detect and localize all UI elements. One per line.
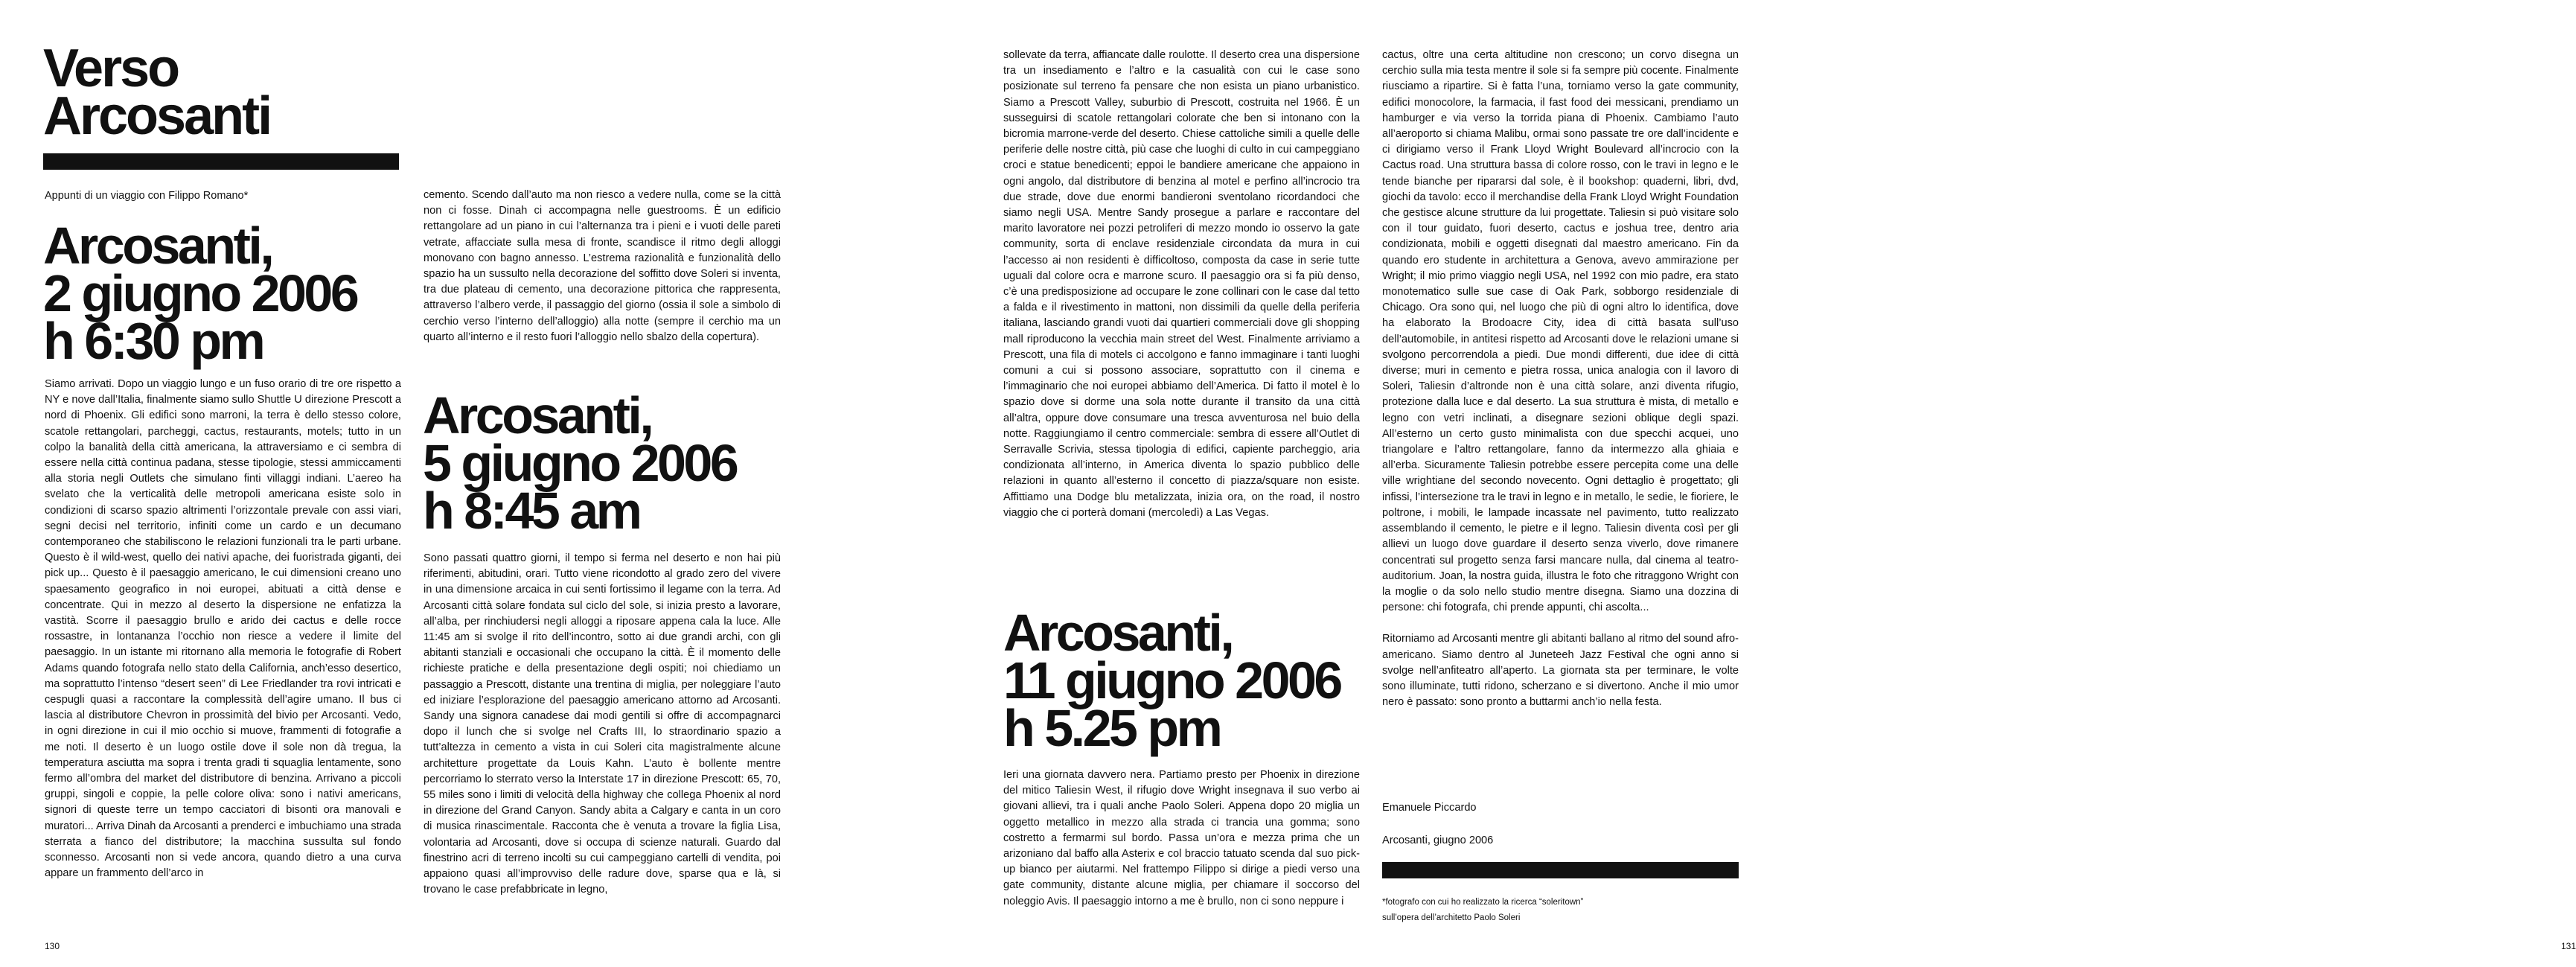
main-title-line-1: Verso <box>43 39 179 98</box>
dateline-date: 11 giugno 2006 <box>1003 651 1340 709</box>
footnote-line-1: *fotografo con cui ho realizzato la ricerca “soleritown” <box>1382 898 1584 907</box>
left-page <box>0 0 879 967</box>
place-date: Arcosanti, giugno 2006 <box>1382 834 1494 846</box>
footnote <box>1382 895 1583 926</box>
paragraph-5-june: Sono passati quattro giorni, il tempo si ferma nel deserto e non hai più riferimenti, abitudini, orari. Tutto viene ricondotto al grado zero del vivere in una dimensione arcaica in cui senti fortissimo il legame con la terra. Ad Arcosanti città solare fondata sul ciclo del sole, si inizia presto a lavorare, all’alba, per rinchiudersi negli alloggi a riposare appena cala la luce. Alle 11:45 am si svolge il rito dell’incontro, sotto ai due grandi archi, con gli abitanti stanziali e occasionali che occupano la città. È il momento delle richieste pratiche e della presentazione degli ospiti; noi chiediamo un passaggio a Prescott, distante una trentina di miglia, per noleggiare l’auto ed iniziare l’esplorazione del paesaggio americano attorno ad Arcosanti. Sandy una signora canadese dai modi gentili si offre di accompagnarci dopo il lunch che si svolge nel Crafts III, lo straordinario spazio a tutt’altezza in cemento a vista in cui Soleri cita magistralmente alcune architetture progettate da Louis Kahn. L’auto è bollente mentre percorriamo lo sterrato verso la Interstate 17 in direzione Prescott: 65, 70, 55 miles sono i limiti di velocità della highway che collega Phoenix al nord in direzione del Grand Canyon. Sandy abita a Calgary e canta in un coro di musica rinascimentale. Racconta che è venuta a trovare la figlia Lisa, volontaria ad Arcosanti, dove si occupa di scienze naturali. Guardo dal finestrino acri di terreno incolti su cui campeggiano cartelli di vendita, poi appaiono quasi all’improvviso delle radure dove, sparse qua e là, si trovano le case prefabbricate in legno, <box>424 552 781 896</box>
dateline-time: h 8:45 am <box>423 482 640 540</box>
main-title-line-2: Arcosanti <box>43 86 271 146</box>
dateline-5-june <box>423 386 802 540</box>
paragraph-11-june-final: Ritorniamo ad Arcosanti mentre gli abitanti ballano al ritmo del sound afro-americano. Siamo dentro al Juneteeh Jazz Festival che ogni anno si svolge nell’anfiteatro all’aperto. La giornata sta per terminare, le volte sono illuminate, tutti ridono, scherzano e si divertono. Anche il mio umor nero è passato: sono pronto a buttarmi anch’io nella festa. <box>1382 633 1739 709</box>
main-title <box>43 39 271 146</box>
dateline-time: h 5.25 pm <box>1003 699 1221 757</box>
page-number-left: 130 <box>45 941 60 951</box>
column-left-2-bottom <box>424 551 781 898</box>
column-right-1-top <box>1003 48 1360 521</box>
end-rule <box>1382 862 1739 878</box>
author-signature: Emanuele Piccardo <box>1382 802 1477 814</box>
column-right-1-bottom <box>1003 767 1360 910</box>
column-left-2-top <box>424 188 781 345</box>
dateline-time: h 6:30 pm <box>43 312 263 370</box>
dateline-place: Arcosanti, <box>43 217 272 275</box>
dateline-place: Arcosanti, <box>1003 604 1233 662</box>
dateline-2-june <box>43 217 415 370</box>
subtitle: Appunti di un viaggio con Filippo Romano* <box>45 190 249 202</box>
paragraph-11-june-continued: cactus, oltre una certa altitudine non crescono; un corvo disegna un cerchio sulla mia testa mentre il sole si fa sempre più cocente. Finalmente riusciamo a ripartire. Si è fatta l’una, torniamo verso la gate community, edifici monocolore, la farmacia, il fast food dei messicani, prendiamo un hamburger e via verso la torrida piana di Phoenix. Cambiamo l’auto all’aeroporto si chiama Malibu, ormai sono passate tre ore dall’incidente e ci dirigiamo verso il Frank Lloyd Wright Boulevard all’incrocio con la Cactus road. Una struttura bassa di colore rosso, con le travi in legno e le tende bianche per ripararsi dal sole, è il bookshop: quaderni, libri, dvd, giochi da tavolo: ecco il merchandise della Frank Lloyd Wright Foundation che gestisce alcune strutture da lui progettate. Taliesin si può visitare solo con il tour guidato, fuori deserto, cactus e joshua tree, dentro aria condizionata, mobili e oggetti disegnati dal maestro americano. Fin da quando ero studente in architettura a Genova, avevo ammirazione per Wright; il mio primo viaggio negli USA, nel 1992 con mio padre, era stato monotematico sulle sue case di Oak Park, sobborgo residenziale di Chicago. Ora sono qui, nel luogo che più di ogni altro lo identifica, dove ha elaborato la Brodoacre City, idea di città basata sull’uso dell’automobile, in antitesi rispetto ad Arcosanti dove le relazioni umane si svolgono percorrendola a piedi. Due mondi differenti, due idee di città diverse; muri in cemento e pietra rossa, unica analogia con il lavoro di Soleri, Taliesin d’altronde non è una città solare, anzi diventa rifugio, protezione dalla luce e dal deserto. La sua struttura è mista, di metallo e legno con vetri inclinati, a disegnare sezioni oblique degli spazi. All’esterno un certo gusto minimalista con due specchi acquei, uno triangolare e l’altro rettangolare, fanno da intermezzo alla ghiaia e all’erba. Sicuramente Taliesin potrebbe essere percepita come una delle ville wrightiane del secondo novecento. Ogni dettaglio è progettato; gli infissi, l’intersezione tra le travi in legno e in metallo, le sedie, le fioriere, le poltrone, i mobili, le lampade incassate nel pavimento, tutto realizzato assemblando il cemento, le pietre e il legno. Taliesin diventa così per gli allievi un luogo dove guardare il deserto senza viverlo, dove rimanere concentrati sul progetto senza farsi mancare nulla, dal cinema al teatro-auditorium. Joan, la nostra guida, illustra le foto che ritraggono Wright con la moglie o da solo nello studio mentre disegna. Siamo una dozzina di persone: chi fotografa, chi prende appunti, chi ascolta... <box>1382 49 1739 614</box>
title-rule <box>43 153 399 170</box>
dateline-place: Arcosanti, <box>423 386 652 444</box>
page-number-right: 131 <box>2561 941 2576 951</box>
column-right-2 <box>1382 48 1739 710</box>
dateline-11-june <box>1003 604 1375 757</box>
dateline-date: 5 giugno 2006 <box>423 434 737 492</box>
paragraph-2-june: Siamo arrivati. Dopo un viaggio lungo e un fuso orario di tre ore rispetto a NY e nove dall’Italia, finalmente siamo sullo Shuttle U direzione Prescott a nord di Phoenix. Gli edifici sono marroni, la terra è dello stesso colore, scatole rettangolari, parcheggi, cactus, restaurants, motels; tutto in un colpo la banalità della città americana, la attraversiamo e ci sembra di essere nella città continua padana, stesse tipologie, stessi ammiccamenti alla storia negli Outlets che simulano finti villaggi indiani. L’aereo ha svelato che la verticalità delle metropoli americana esiste solo in condizioni di scarso spazio altrimenti l’orizzontale prevale con assi viari, segni decisi nel territorio, infiniti come un cardo e un decumano contemporaneo che stabiliscono le relazioni funzionali tra le parti urbane. Questo è il wild-west, quello dei nativi apache, dei fuoristrada giganti, dei pick up... Questo è il paesaggio americano, le cui dimensioni creano uno spaesamento geografico in noi europei, abituati a città dense e concentrate. Qui in mezzo al deserto la dispersione ne enfatizza la vastità. Scorre il paesaggio brullo e arido dei cactus e delle rocce rossastre, in lontananza l’occhio non riesce a vedere il limite del paesaggio. In un istante mi ritornano alla memoria le fotografie di Robert Adams quando fotografa nello stato della California, anch’esso desertico, ma soprattutto l’intenso “desert seen” di Lee Friedlander tra rovi intricati e cespugli quasi a raccontare la complessità dell’agire umano. Il bus ci lascia al distributore Chevron in prossimità del bivio per Arcosanti. Vedo, in ogni direzione in cui il mio occhio si muove, frammenti di fotografie a me noti. Il deserto è un luogo ostile dove il sole non dà tregua, la temperatura asciutta ma sopra i trenta gradi ti squaglia lentamente, sono fermo all’ombra del market del distributore di benzina. Arrivano a piccoli gruppi, singoli e coppie, la pelle colore oliva: sono i nativi americans, signori di queste terre un tempo cacciatori di bisonti ora manovali e muratori... Arriva Dinah da Arcosanti a prenderci e imbuchiamo una strada sterrata a fianco del distributore; la macchina sussulta sul fondo sconnesso. Arcosanti non si vede ancora, quando dietro a una curva appare un frammento dell’arco in <box>45 378 401 880</box>
paragraph-2-june-continued: cemento. Scendo dall’auto ma non riesco a vedere nulla, come se la città non ci fosse. Dinah ci accompagna nelle guestrooms. È un edificio rettangolare ad un piano in cui l’alternanza tra i pieni e i vuoti delle pareti vetrate, affacciate sulla mesa di fronte, scandisce il ritmo degli alloggi monovano con bagno annesso. L’estrema razionalità e funzionalità dello spazio ha un sussulto nella decorazione del soffitto dove Soleri si inventa, tra due plateau di cemento, una decorazione pittorica che rappresenta, attraverso l’albero verde, il passaggio del giorno (ossia il sole a simbolo di cerchio verso l’interno dell’alloggio) alla notte (sempre il cerchio ma un quarto all’interno e il resto fuori l’alloggio nello sbalzo della copertura). <box>424 189 781 343</box>
dateline-date: 2 giugno 2006 <box>43 264 357 322</box>
column-left-1 <box>45 377 401 882</box>
footnote-line-2: sull’opera dell’architetto Paolo Soleri <box>1382 913 1521 922</box>
paragraph-11-june: Ieri una giornata davvero nera. Partiamo presto per Phoenix in direzione del mitico Taliesin West, il rifugio dove Wright insegnava il suo verbo ai giovani allievi, tra i quali anche Paolo Soleri. Appena dopo 20 miglia un oggetto metallico in mezzo alla strada ci trancia una gomma; sono costretto a fermarmi sul bordo. Passa un’ora e mezza prima che un arizoniano dal baffo alla Asterix e col braccio tatuato scenda dal suo pick-up bianco per aiutarmi. Nel frattempo Filippo si dirige a piedi verso una gate community, distante alcune miglia, per chiamare il soccorso del noleggio Avis. Il paesaggio intorno a me è brullo, non ci sono neppure i <box>1003 769 1360 907</box>
right-page <box>879 0 2576 967</box>
paragraph-5-june-continued: sollevate da terra, affiancate dalle roulotte. Il deserto crea una dispersione tra un insediamento e l’altro e la casualità con cui le case sono posizionate sul terreno fa pensare che non esista un piano urbanistico. Siamo a Prescott Valley, suburbio di Prescott, costruita nel 1966. È un susseguirsi di scatole rettangolari colorate che ben si intonano con la bicromia marrone-verde del deserto. Chiese cattoliche simili a quelle delle periferie delle nostre città, più case che luoghi di culto in cui campeggiano croci e statue benedicenti; eppoi le bandiere americane che appaiono in ogni angolo, dal distributore di benzina al motel e perfino all’incrocio tra due strade, dove due enormi bandieroni sventolano ricordandoci che siamo negli USA. Mentre Sandy prosegue a parlare e raccontare del marito lavoratore nei pozzi petroliferi di mezzo mondo io osservo la gate community, sorta di enclave residenziale circondata da mura in cui l’accesso ai non residenti è difficoltoso, composta da case in serie tutte uguali dal colore ocra e marrone scuro. Il paesaggio ora si fa più denso, c’è una predisposizione ad occupare le zone collinari con le case dal tetto a falda e il rivestimento in mattoni, non dissimili da quelle della periferia italiana, lasciando grandi vuoti dai quartieri commerciali dove gli shopping mall riproducono la vecchia main street del West. Finalmente arriviamo a Prescott, una fila di motels ci accolgono e fanno immaginare i tanti luoghi comuni a cui si possono associare, soprattutto con il cinema e l’immaginario che noi europei abbiamo dell’America. Di fatto il motel è lo spazio dove si dorme una sola notte durante il transito da una città all’altra, oppure dove consumare una tresca avventurosa nel buio della notte. Raggiungiamo il centro commerciale: sembra di essere all’Outlet di Serravalle Scrivia, stessa tipologia di edifici, capiente parcheggio, aria condizionata all’interno, in America diventa lo spazio pubblico delle relazioni in quanto all’esterno il concetto di piazza/square non esiste. Affittiamo una Dodge blu metalizzata, inizia ora, on the road, il nostro viaggio che ci porterà domani (mercoledì) a Las Vegas. <box>1003 49 1360 519</box>
